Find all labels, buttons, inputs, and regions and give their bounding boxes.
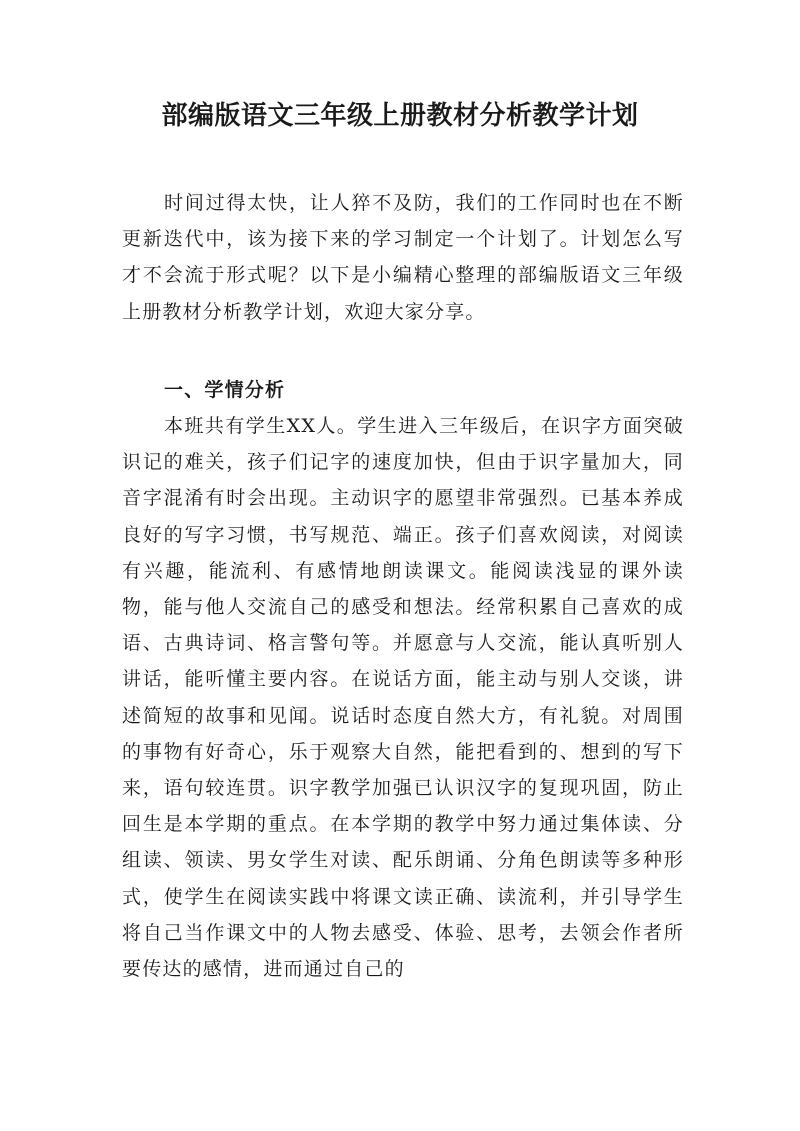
document-title: 部编版语文三年级上册教材分析教学计划	[161, 101, 639, 131]
student-analysis-paragraph: 本班共有学生XX人。学生进入三年级后，在识字方面突破识记的难关，孩子们记字的速度加快，但由于识字量加大，同音字混淆有时会出现。主动识字的愿望非常强烈。已基本养成良好的写字习惯，书写规范、端正。孩子们喜欢阅读，对阅读有兴趣，能流利、有感情地朗读课文。能阅读浅显的课外读物，能与他人交流自己的感受和想法。经常积累自己喜欢的成语、古典诗词、格言警句等。并愿意与人交流，能认真听别人讲话，能听懂主要内容。在说话方面，能主动与别人交谈，讲述简短的故事和见闻。说话时态度自然大方，有礼貌。对周围的事物有好奇心，乐于观察大自然，能把看到的、想到的写下来，语句较连贯。识字教学加强已认识汉字的复现巩固，防止回生是本学期的重点。在本学期的教学中努力通过集体读、分组读、领读、男女学生对读、配乐朗诵、分角色朗读等多种形式，使学生在阅读实践中将课文读正确、读流利，并引导学生将自己当作课文中的人物去感受、体验、思考，去领会作者所要传达的感情，进而通过自己的	[122, 415, 684, 981]
intro-paragraph: 时间过得太快，让人猝不及防，我们的工作同时也在不断更新迭代中，该为接下来的学习制定一个计划了。计划怎么写才不会流于形式呢？以下是小编精心整理的部编版语文三年级上册教材分析教学计划，欢迎大家分享。	[122, 192, 684, 323]
section-heading-student-analysis: 一、学情分析	[164, 379, 286, 401]
